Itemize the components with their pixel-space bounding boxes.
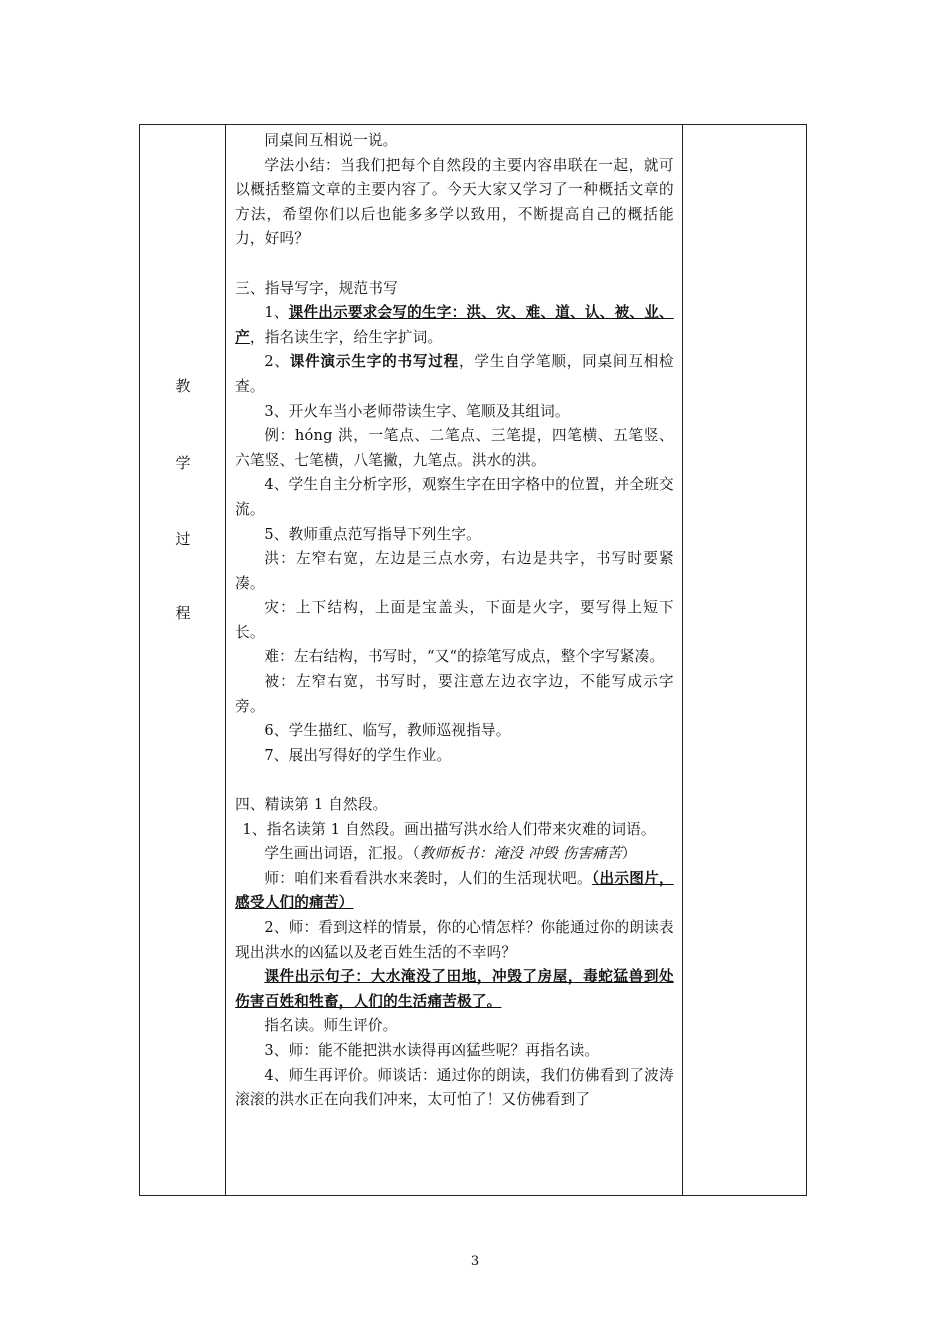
lesson-plan-table	[139, 124, 807, 1196]
row-label-char: 程	[175, 604, 191, 622]
highlighted-sentence: 课件出示句子：大水淹没了田地，冲毁了房屋，毒蛇猛兽到处伤害百姓和牲畜，人们的生活痛苦极了。	[235, 968, 674, 1010]
row-label-cell	[140, 125, 226, 1196]
text: ，指名读生字，给生字扩词。	[249, 328, 443, 346]
text: 学生画出词语，汇报。（	[264, 845, 420, 863]
section-heading: 三、指导写字，规范书写	[235, 279, 398, 297]
paragraph: 洪：左窄右宽，左边是三点水旁，右边是共字，书写时要紧凑。	[235, 550, 674, 592]
text: 2、	[264, 353, 290, 371]
paragraph	[235, 842, 674, 867]
text: 1、	[264, 304, 289, 322]
paragraph: 4、师生再评价。师谈话：通过你的朗读，我们仿佛看到了波涛滚滚的洪水正在向我们冲来，太可怕了！又仿佛看到了	[235, 1066, 674, 1109]
paragraph	[235, 867, 674, 916]
italic-text: 教师板书：淹没 冲毁 伤害痛苦	[419, 845, 622, 863]
paragraph: 1、指名读第 1 自然段。画出描写洪水给人们带来灾难的词语。	[242, 820, 656, 838]
paragraph	[235, 350, 674, 399]
paragraph: 难：左右结构，书写时，“又“的捺笔写成点，整个字写紧凑。	[264, 648, 665, 666]
paragraph: 灾：上下结构，上面是宝盖头，下面是火字，要写得上短下长。	[235, 599, 674, 641]
paragraph: 5、教师重点范写指导下列生字。	[264, 525, 481, 543]
row-label-char: 学	[175, 454, 191, 472]
highlighted-text: 课件演示生字的书写过程	[289, 353, 460, 371]
row-label-char: 过	[175, 530, 191, 548]
paragraph: 指名读。师生评价。	[264, 1017, 398, 1035]
blank-line	[235, 252, 674, 277]
text: ）	[621, 845, 637, 863]
section-heading: 四、精读第 1 自然段。	[235, 796, 388, 814]
paragraph: 3、师：能不能把洪水读得再凶猛些呢？再指名读。	[264, 1041, 600, 1059]
table-row	[140, 125, 807, 1196]
lesson-content	[226, 125, 682, 1113]
highlighted-text: （出示图片，感受人们的痛苦）	[235, 869, 674, 912]
notes-cell	[682, 125, 806, 1196]
paragraph: 3、开火车当小老师带读生字、笔顺及其组词。	[264, 402, 570, 420]
paragraph: 被：左窄右宽，书写时，要注意左边衣字边，不能写成示字旁。	[235, 673, 674, 715]
paragraph: 7、展出写得好的学生作业。	[264, 746, 452, 764]
text: ，学生自学笔顺，同桌间互相检查。	[235, 353, 674, 395]
text: 师：咱们来看看洪水来袭时，人们的生活现状吧。	[264, 869, 592, 887]
paragraph: 例：hóng 洪，一笔点、二笔点、三笔提，四笔横、五笔竖、六笔竖、七笔横，八笔撇，九笔点。洪水的洪。	[235, 427, 674, 469]
paragraph: 同桌间互相说一说。	[264, 132, 398, 149]
row-label-char: 教	[175, 377, 191, 395]
paragraph: 6、学生描红、临写，教师巡视指导。	[264, 722, 511, 740]
content-cell	[226, 125, 683, 1196]
page-number: 3	[470, 1254, 480, 1269]
paragraph: 学法小结：当我们把每个自然段的主要内容串联在一起，就可以概括整篇文章的主要内容了。今天大家又学习了一种概括文章的方法，希望你们以后也能多多学以致用，不断提高自己的概括能力，好吗？	[235, 156, 674, 248]
paragraph	[235, 301, 674, 350]
blank-line	[235, 768, 674, 793]
paragraph: 2、师：看到这样的情景，你的心情怎样？你能通过你的朗读表现出洪水的凶猛以及老百姓生活的不幸吗？	[235, 919, 674, 961]
paragraph: 4、学生自主分析字形，观察生字在田字格中的位置，并全班交流。	[235, 476, 674, 518]
highlighted-text: 课件出示要求会写的生字：洪、灾、难、道、认、被、业、产	[235, 304, 674, 346]
